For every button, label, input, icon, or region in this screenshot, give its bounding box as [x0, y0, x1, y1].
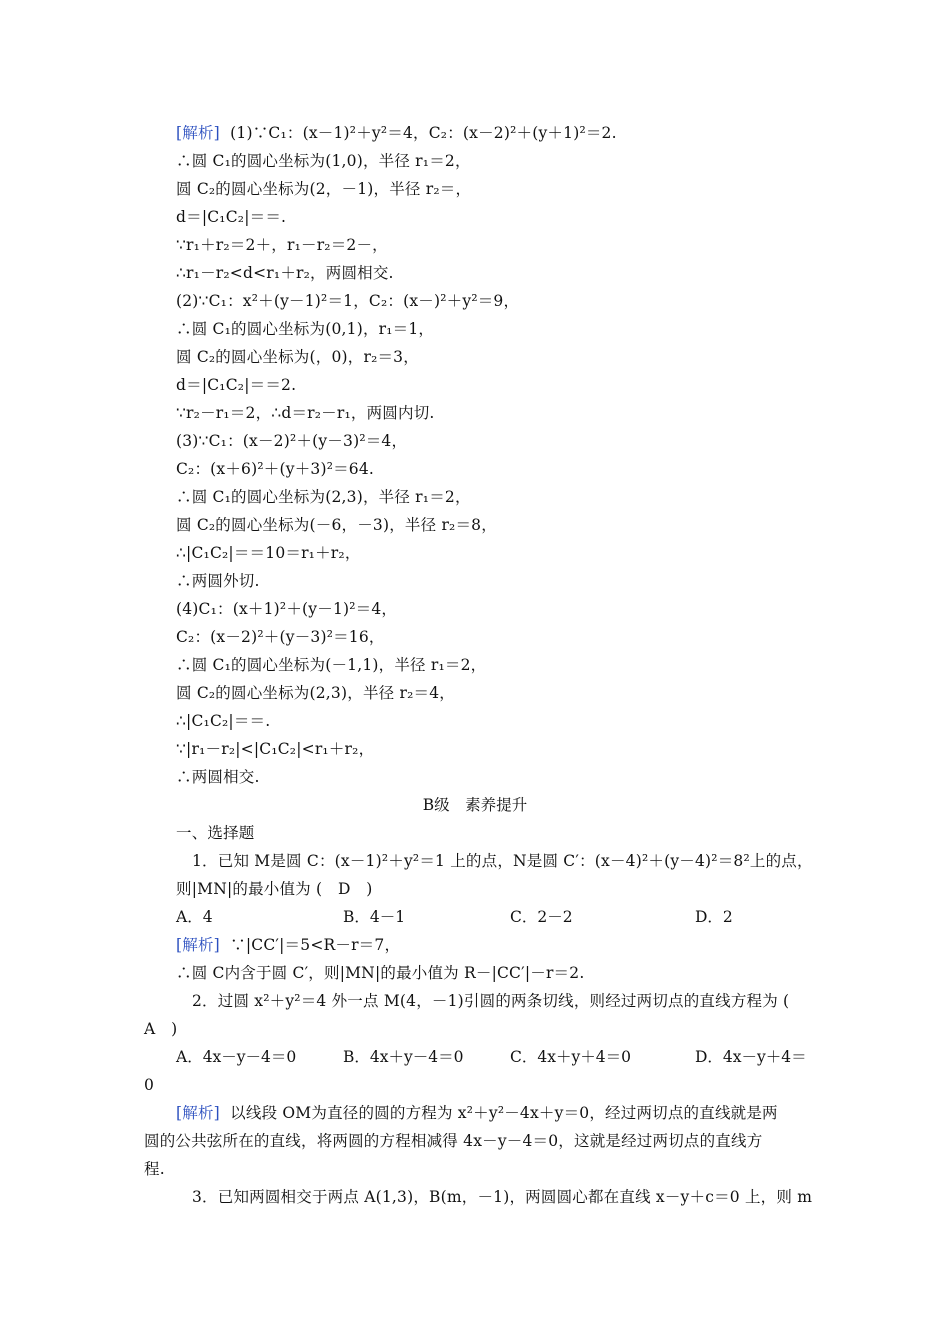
option-c: C．4x＋y＋4＝0	[510, 1048, 631, 1066]
analysis-line: C₂：(x＋6)²＋(y＋3)²＝64.	[176, 460, 375, 478]
section-title: B级 素养提升	[422, 796, 528, 814]
analysis-line	[176, 123, 617, 143]
analysis-line: d＝|C₁C₂|＝＝.	[176, 208, 287, 226]
option-a: A．4x－y－4＝0	[176, 1048, 297, 1066]
analysis-line: 圆 C₂的圆心坐标为(2,3)，半径 r₂＝4，	[176, 684, 455, 702]
option-b: B．4－1	[343, 908, 406, 926]
analysis-line: ∴圆 C内含于圆 C′，则|MN|的最小值为 R－|CC′|－r＝2.	[176, 964, 585, 982]
analysis-line	[176, 935, 400, 955]
analysis-tag: [解析]	[176, 936, 220, 954]
question-stem: A )	[144, 1020, 178, 1038]
analysis-line: ∵|r₁－r₂|<|C₁C₂|<r₁＋r₂，	[176, 740, 375, 758]
question-stem: 3．已知两圆相交于两点 A(1,3)，B(m，－1)，两圆圆心都在直线 x－y＋c＝0 上，则 m	[192, 1188, 813, 1206]
analysis-line: (2)∵C₁：x²＋(y－1)²＝1，C₂：(x－)²＋y²＝9，	[176, 292, 520, 310]
analysis-line: 程.	[144, 1160, 165, 1178]
analysis-tag: [解析]	[176, 1104, 220, 1122]
analysis-line: (4)C₁：(x＋1)²＋(y－1)²＝4，	[176, 600, 398, 618]
analysis-line: 圆 C₂的圆心坐标为(2，－1)，半径 r₂＝，	[176, 180, 472, 198]
analysis-line: C₂：(x－2)²＋(y－3)²＝16，	[176, 628, 385, 646]
question-stem: 则|MN|的最小值为 ( D )	[176, 880, 373, 898]
analysis-line: ∴两圆相交.	[176, 768, 260, 786]
analysis-line: ∴|C₁C₂|＝＝10＝r₁＋r₂，	[176, 544, 361, 562]
analysis-line: 圆 C₂的圆心坐标为(－6，－3)，半径 r₂＝8，	[176, 516, 497, 534]
option-d: D．2	[695, 908, 733, 926]
analysis-text: 以线段 OM为直径的圆的方程为 x²＋y²－4x＋y＝0，经过两切点的直线就是两	[230, 1104, 778, 1122]
analysis-line: d＝|C₁C₂|＝＝2.	[176, 376, 297, 394]
analysis-line: ∴圆 C₁的圆心坐标为(0,1)，r₁＝1，	[176, 320, 435, 338]
analysis-line: 圆 C₂的圆心坐标为(，0)，r₂＝3，	[176, 348, 419, 366]
analysis-line: ∴|C₁C₂|＝＝.	[176, 712, 271, 730]
question-stem: 1．已知 M是圆 C：(x－1)²＋y²＝1 上的点，N是圆 C′：(x－4)²＋(y－4)²＝8²上的点，	[192, 852, 813, 870]
option-d: D．4x－y＋4＝	[695, 1048, 807, 1066]
option-b: B．4x＋y－4＝0	[343, 1048, 464, 1066]
analysis-tag: [解析]	[176, 124, 220, 142]
analysis-line: ∴圆 C₁的圆心坐标为(1,0)，半径 r₁＝2，	[176, 152, 471, 170]
analysis-line: ∴圆 C₁的圆心坐标为(2,3)，半径 r₁＝2，	[176, 488, 471, 506]
analysis-text: ∵|CC′|＝5<R－r＝7，	[230, 936, 401, 954]
analysis-line: ∴r₁－r₂<d<r₁＋r₂，两圆相交.	[176, 264, 394, 282]
option-d-wrap: 0	[144, 1076, 154, 1094]
option-a: A．4	[176, 908, 213, 926]
option-c: C．2－2	[510, 908, 573, 926]
analysis-line: ∴两圆外切.	[176, 572, 260, 590]
analysis-line: (3)∵C₁：(x－2)²＋(y－3)²＝4，	[176, 432, 408, 450]
question-stem: 2．过圆 x²＋y²＝4 外一点 M(4，－1)引圆的两条切线，则经过两切点的直线方程为 (	[192, 992, 790, 1010]
subsection-title: 一、选择题	[176, 824, 255, 842]
analysis-line: ∵r₁＋r₂＝2＋，r₁－r₂＝2－，	[176, 236, 388, 254]
analysis-line: ∴圆 C₁的圆心坐标为(－1,1)，半径 r₁＝2，	[176, 656, 487, 674]
analysis-text: (1)∵C₁：(x－1)²＋y²＝4，C₂：(x－2)²＋(y＋1)²＝2.	[230, 124, 617, 142]
analysis-line: ∵r₂－r₁＝2，∴d＝r₂－r₁，两圆内切.	[176, 404, 435, 422]
analysis-line	[176, 1103, 778, 1123]
analysis-line: 圆的公共弦所在的直线，将两圆的方程相减得 4x－y－4＝0，这就是经过两切点的直线方	[144, 1132, 763, 1150]
